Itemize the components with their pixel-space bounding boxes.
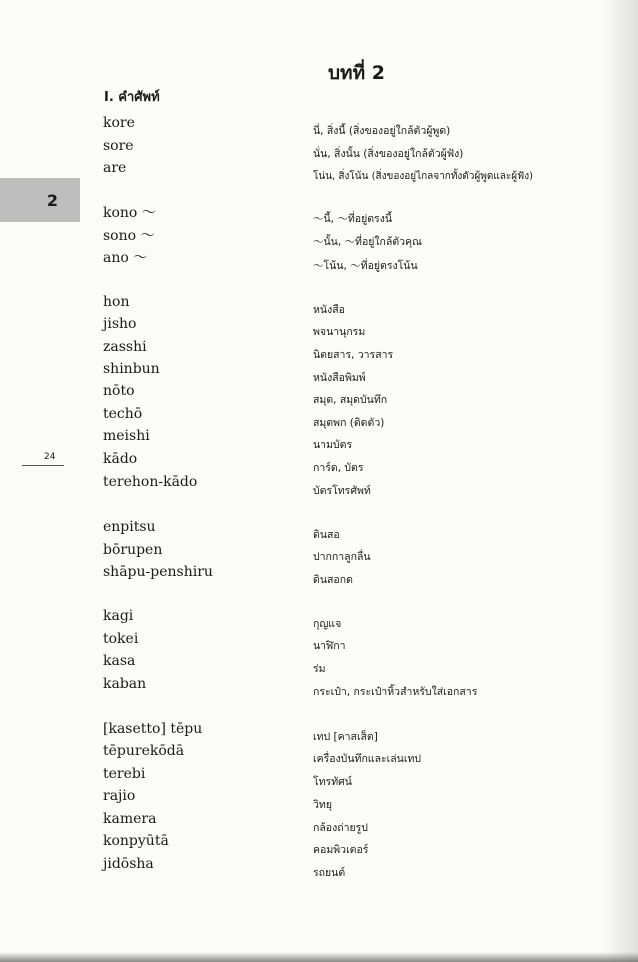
vocab-term: are bbox=[103, 160, 127, 176]
page-bottom-shadow bbox=[0, 952, 638, 962]
vocab-meaning: หนังสือ bbox=[313, 304, 345, 316]
vocab-meaning: นามบัตร bbox=[313, 439, 353, 451]
vocab-term: ano ～ bbox=[103, 250, 148, 266]
vocab-meaning: เครื่องบันทึกและเล่นเทป bbox=[313, 753, 422, 765]
vocab-term: kaban bbox=[103, 676, 147, 692]
vocab-meaning: พจนานุกรม bbox=[313, 326, 366, 338]
vocab-term: konpyūtā bbox=[103, 833, 169, 849]
vocab-meaning: สมุด, สมุดบันทึก bbox=[313, 394, 388, 406]
vocab-meaning: ร่ม bbox=[313, 663, 326, 675]
vocab-term: sore bbox=[103, 138, 134, 154]
vocab-term: nōto bbox=[103, 383, 135, 399]
vocab-meaning: ปากกาลูกลื่น bbox=[313, 551, 371, 563]
chapter-tab-number: 2 bbox=[46, 190, 58, 210]
vocab-term: enpitsu bbox=[103, 519, 156, 535]
vocab-term: zasshi bbox=[103, 339, 147, 355]
vocab-term: tokei bbox=[103, 631, 139, 647]
vocab-meaning: บัตรโทรศัพท์ bbox=[313, 485, 371, 497]
vocab-term: tēpurekōdā bbox=[103, 743, 185, 759]
vocab-term: shāpu-penshiru bbox=[103, 564, 213, 580]
vocab-meaning: ～นั้น, ～ที่อยู่ใกล้ตัวคุณ bbox=[313, 236, 422, 248]
vocab-term: jisho bbox=[103, 316, 137, 332]
vocab-meaning: สมุดพก (ติดตัว) bbox=[313, 417, 385, 429]
lesson-title: บทที่ 2 bbox=[328, 62, 385, 84]
vocab-meaning: นี่, สิ่งนี้ (สิ่งของอยู่ใกล้ตัวผู้พูด) bbox=[313, 125, 451, 137]
vocab-meaning: การ์ด, บัตร bbox=[313, 462, 364, 474]
vocab-meaning: กล้องถ่ายรูป bbox=[313, 822, 368, 834]
vocab-meaning: นั่น, สิ่งนั้น (สิ่งของอยู่ใกล้ตัวผู้ฟัง) bbox=[313, 148, 464, 160]
vocab-term: hon bbox=[103, 294, 130, 310]
vocab-meaning: วิทยุ bbox=[313, 799, 332, 811]
vocab-meaning: เทป [คาสเส็ต] bbox=[313, 731, 378, 743]
vocab-term: meishi bbox=[103, 428, 150, 444]
vocab-term: bōrupen bbox=[103, 542, 163, 558]
vocab-meaning: ดินสอ bbox=[313, 529, 340, 541]
vocab-meaning: นาฬิกา bbox=[313, 640, 346, 652]
vocab-term: terebi bbox=[103, 766, 146, 782]
page-number-rule bbox=[22, 465, 64, 466]
vocab-meaning: ดินสอกด bbox=[313, 574, 353, 586]
vocab-term: sono ～ bbox=[103, 228, 155, 244]
vocab-term: kasa bbox=[103, 653, 136, 669]
chapter-tab bbox=[0, 178, 80, 222]
vocab-term: kamera bbox=[103, 811, 157, 827]
vocab-term: terehon-kādo bbox=[103, 474, 198, 490]
vocab-meaning: ～โน้น, ～ที่อยู่ตรงโน้น bbox=[313, 260, 418, 272]
vocab-meaning: คอมพิวเตอร์ bbox=[313, 844, 369, 856]
vocab-term: techō bbox=[103, 406, 143, 422]
vocab-term: [kasetto] tēpu bbox=[103, 721, 203, 737]
vocab-meaning: ～นี้, ～ที่อยู่ตรงนี้ bbox=[313, 213, 392, 225]
vocab-term: rajio bbox=[103, 788, 136, 804]
page-edge-shadow bbox=[604, 0, 638, 962]
vocab-term: kādo bbox=[103, 451, 138, 467]
page-number: 24 bbox=[44, 452, 56, 462]
section-title: I. คำศัพท์ bbox=[104, 90, 160, 105]
vocab-meaning: โน่น, สิ่งโน้น (สิ่งของอยู่ไกลจากทั้งตัวผู้พูดและผู้ฟัง) bbox=[313, 171, 534, 182]
vocab-term: kono ～ bbox=[103, 205, 156, 221]
vocab-meaning: โทรทัศน์ bbox=[313, 776, 352, 788]
vocab-meaning: กุญแจ bbox=[313, 618, 342, 630]
vocab-meaning: หนังสือพิมพ์ bbox=[313, 372, 366, 384]
vocab-meaning: รถยนต์ bbox=[313, 867, 346, 879]
vocab-term: kore bbox=[103, 115, 135, 131]
vocab-term: shinbun bbox=[103, 361, 160, 377]
vocab-meaning: กระเป๋า, กระเป๋าหิ้วสำหรับใส่เอกสาร bbox=[313, 686, 478, 698]
vocab-term: jidōsha bbox=[103, 856, 154, 872]
vocab-meaning: นิตยสาร, วารสาร bbox=[313, 349, 394, 361]
vocab-term: kagi bbox=[103, 608, 134, 624]
